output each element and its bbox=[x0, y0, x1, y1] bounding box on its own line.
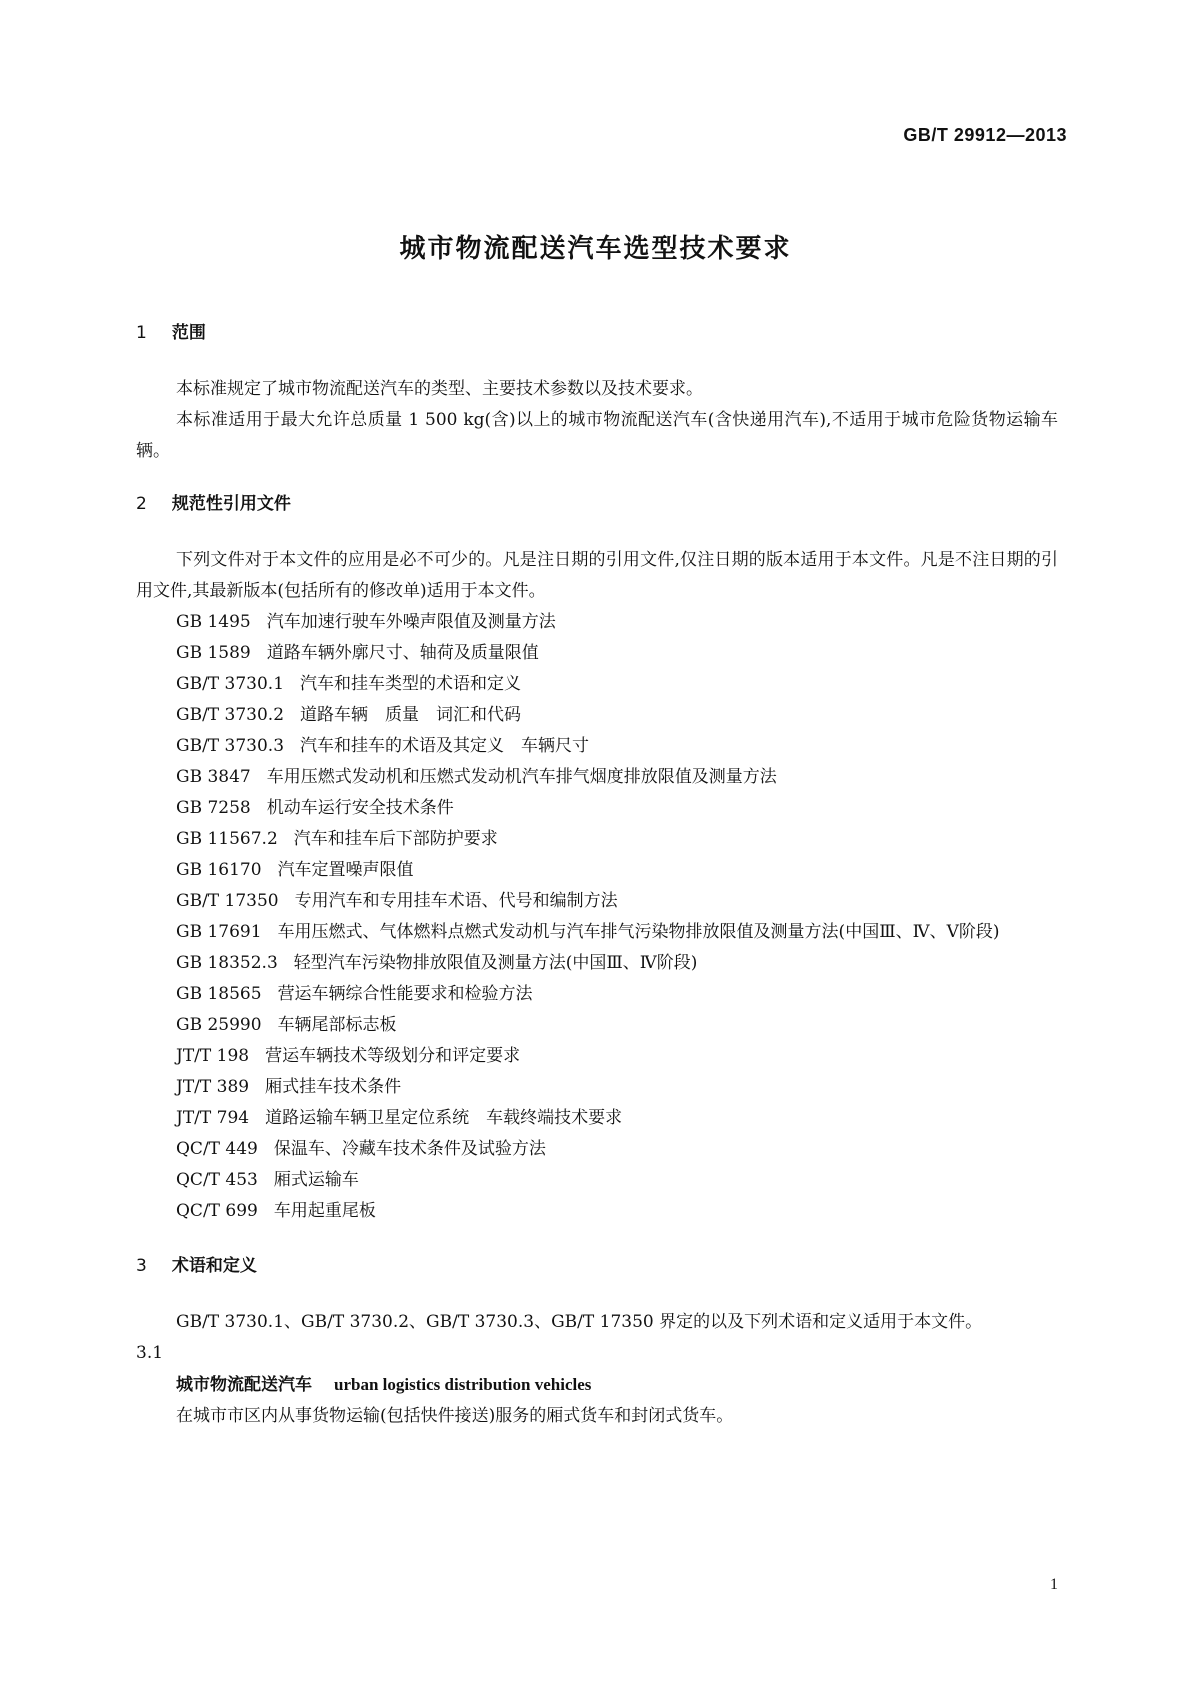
reference-code: GB/T 17350 bbox=[176, 891, 279, 911]
references-list bbox=[136, 607, 1058, 1227]
reference-item bbox=[136, 669, 1058, 700]
reference-title: 车用压燃式、气体燃料点燃式发动机与汽车排气污染物排放限值及测量方法(中国Ⅲ、Ⅳ、Ⅴ阶段) bbox=[277, 922, 1000, 942]
reference-title: 车辆尾部标志板 bbox=[277, 1015, 397, 1035]
reference-code: GB 17691 bbox=[176, 922, 262, 942]
reference-code: GB 18352.3 bbox=[176, 953, 278, 973]
reference-item bbox=[136, 948, 1058, 979]
section-2-number: 2 bbox=[136, 494, 147, 514]
reference-code: GB/T 3730.2 bbox=[176, 705, 285, 725]
reference-code: GB 7258 bbox=[176, 798, 251, 818]
reference-title: 专用汽车和专用挂车术语、代号和编制方法 bbox=[294, 891, 618, 911]
clause-3-1-number: 3.1 bbox=[136, 1343, 164, 1363]
reference-item bbox=[136, 824, 1058, 855]
reference-code: GB 16170 bbox=[176, 860, 262, 880]
reference-code: GB/T 3730.1 bbox=[176, 674, 285, 694]
reference-code: GB 18565 bbox=[176, 984, 262, 1004]
section-3-number: 3 bbox=[136, 1256, 147, 1276]
reference-title: 营运车辆技术等级划分和评定要求 bbox=[265, 1046, 521, 1066]
reference-item bbox=[136, 1041, 1058, 1072]
reference-code: GB 1495 bbox=[176, 612, 251, 632]
reference-title: 保温车、冷藏车技术条件及试验方法 bbox=[273, 1139, 546, 1159]
reference-title: 车用压燃式发动机和压燃式发动机汽车排气烟度排放限值及测量方法 bbox=[266, 767, 777, 787]
reference-title: 车用起重尾板 bbox=[273, 1201, 376, 1221]
reference-item bbox=[136, 638, 1058, 669]
references-intro: 下列文件对于本文件的应用是必不可少的。凡是注日期的引用文件,仅注日期的版本适用于本文件。凡是不注日期的引用文件,其最新版本(包括所有的修改单)适用于本文件。 bbox=[136, 550, 1058, 601]
reference-code: JT/T 794 bbox=[176, 1108, 250, 1128]
reference-title: 汽车定置噪声限值 bbox=[277, 860, 414, 880]
reference-item bbox=[136, 979, 1058, 1010]
reference-code: JT/T 198 bbox=[176, 1046, 250, 1066]
reference-item bbox=[136, 886, 1058, 917]
section-3-heading bbox=[136, 1251, 1058, 1281]
reference-title: 汽车和挂车类型的术语和定义 bbox=[300, 674, 522, 694]
term-chinese: 城市物流配送汽车 bbox=[176, 1375, 312, 1395]
reference-code: GB 3847 bbox=[176, 767, 251, 787]
reference-title: 汽车和挂车的术语及其定义 车辆尺寸 bbox=[300, 736, 590, 756]
section-2-heading bbox=[136, 489, 1058, 519]
reference-item bbox=[136, 1165, 1058, 1196]
term-heading bbox=[136, 1369, 1058, 1401]
reference-item bbox=[136, 1196, 1058, 1227]
reference-item bbox=[136, 762, 1058, 793]
term-definition: 在城市市区内从事货物运输(包括快件接送)服务的厢式货车和封闭式货车。 bbox=[176, 1406, 734, 1426]
reference-item bbox=[136, 1134, 1058, 1165]
section-1-heading bbox=[136, 318, 1058, 348]
reference-item bbox=[136, 917, 1058, 948]
reference-item bbox=[136, 855, 1058, 886]
reference-title: 厢式挂车技术条件 bbox=[265, 1077, 402, 1097]
reference-code: GB 11567.2 bbox=[176, 829, 278, 849]
reference-code: QC/T 699 bbox=[176, 1201, 258, 1221]
reference-title: 汽车和挂车后下部防护要求 bbox=[293, 829, 498, 849]
reference-title: 厢式运输车 bbox=[273, 1170, 359, 1190]
document-title: 城市物流配送汽车选型技术要求 bbox=[399, 234, 792, 264]
reference-code: GB/T 3730.3 bbox=[176, 736, 285, 756]
reference-code: GB 1589 bbox=[176, 643, 251, 663]
reference-title: 道路运输车辆卫星定位系统 车载终端技术要求 bbox=[265, 1108, 623, 1128]
reference-code: QC/T 449 bbox=[176, 1139, 258, 1159]
reference-item bbox=[136, 607, 1058, 638]
scope-paragraph-1: 本标准规定了城市物流配送汽车的类型、主要技术参数以及技术要求。 bbox=[176, 379, 703, 399]
reference-item bbox=[136, 1072, 1058, 1103]
reference-item bbox=[136, 1010, 1058, 1041]
section-1-number: 1 bbox=[136, 323, 147, 343]
reference-item bbox=[136, 700, 1058, 731]
reference-item bbox=[136, 731, 1058, 762]
terms-intro: GB/T 3730.1、GB/T 3730.2、GB/T 3730.3、GB/T 17350 界定的以及下列术语和定义适用于本文件。 bbox=[176, 1312, 983, 1332]
reference-code: GB 25990 bbox=[176, 1015, 262, 1035]
reference-code: JT/T 389 bbox=[176, 1077, 250, 1097]
term-english: urban logistics distribution vehicles bbox=[334, 1375, 592, 1394]
standard-number: GB/T 29912—2013 bbox=[903, 125, 1067, 145]
reference-code: QC/T 453 bbox=[176, 1170, 258, 1190]
scope-paragraph-2: 本标准适用于最大允许总质量 1 500 kg(含)以上的城市物流配送汽车(含快递用汽车),不适用于城市危险货物运输车辆。 bbox=[136, 410, 1058, 461]
reference-title: 道路车辆 质量 词汇和代码 bbox=[300, 705, 522, 725]
section-1-title: 范围 bbox=[171, 323, 206, 343]
document-body bbox=[136, 318, 1058, 1432]
reference-item bbox=[136, 793, 1058, 824]
reference-title: 机动车运行安全技术条件 bbox=[266, 798, 454, 818]
reference-title: 营运车辆综合性能要求和检验方法 bbox=[277, 984, 533, 1004]
reference-title: 道路车辆外廓尺寸、轴荷及质量限值 bbox=[266, 643, 539, 663]
page-number: 1 bbox=[1050, 1576, 1058, 1593]
reference-title: 轻型汽车污染物排放限值及测量方法(中国Ⅲ、Ⅳ阶段) bbox=[293, 953, 698, 973]
section-3-title: 术语和定义 bbox=[171, 1256, 257, 1276]
reference-item bbox=[136, 1103, 1058, 1134]
reference-title: 汽车加速行驶车外噪声限值及测量方法 bbox=[266, 612, 556, 632]
section-2-title: 规范性引用文件 bbox=[171, 494, 291, 514]
